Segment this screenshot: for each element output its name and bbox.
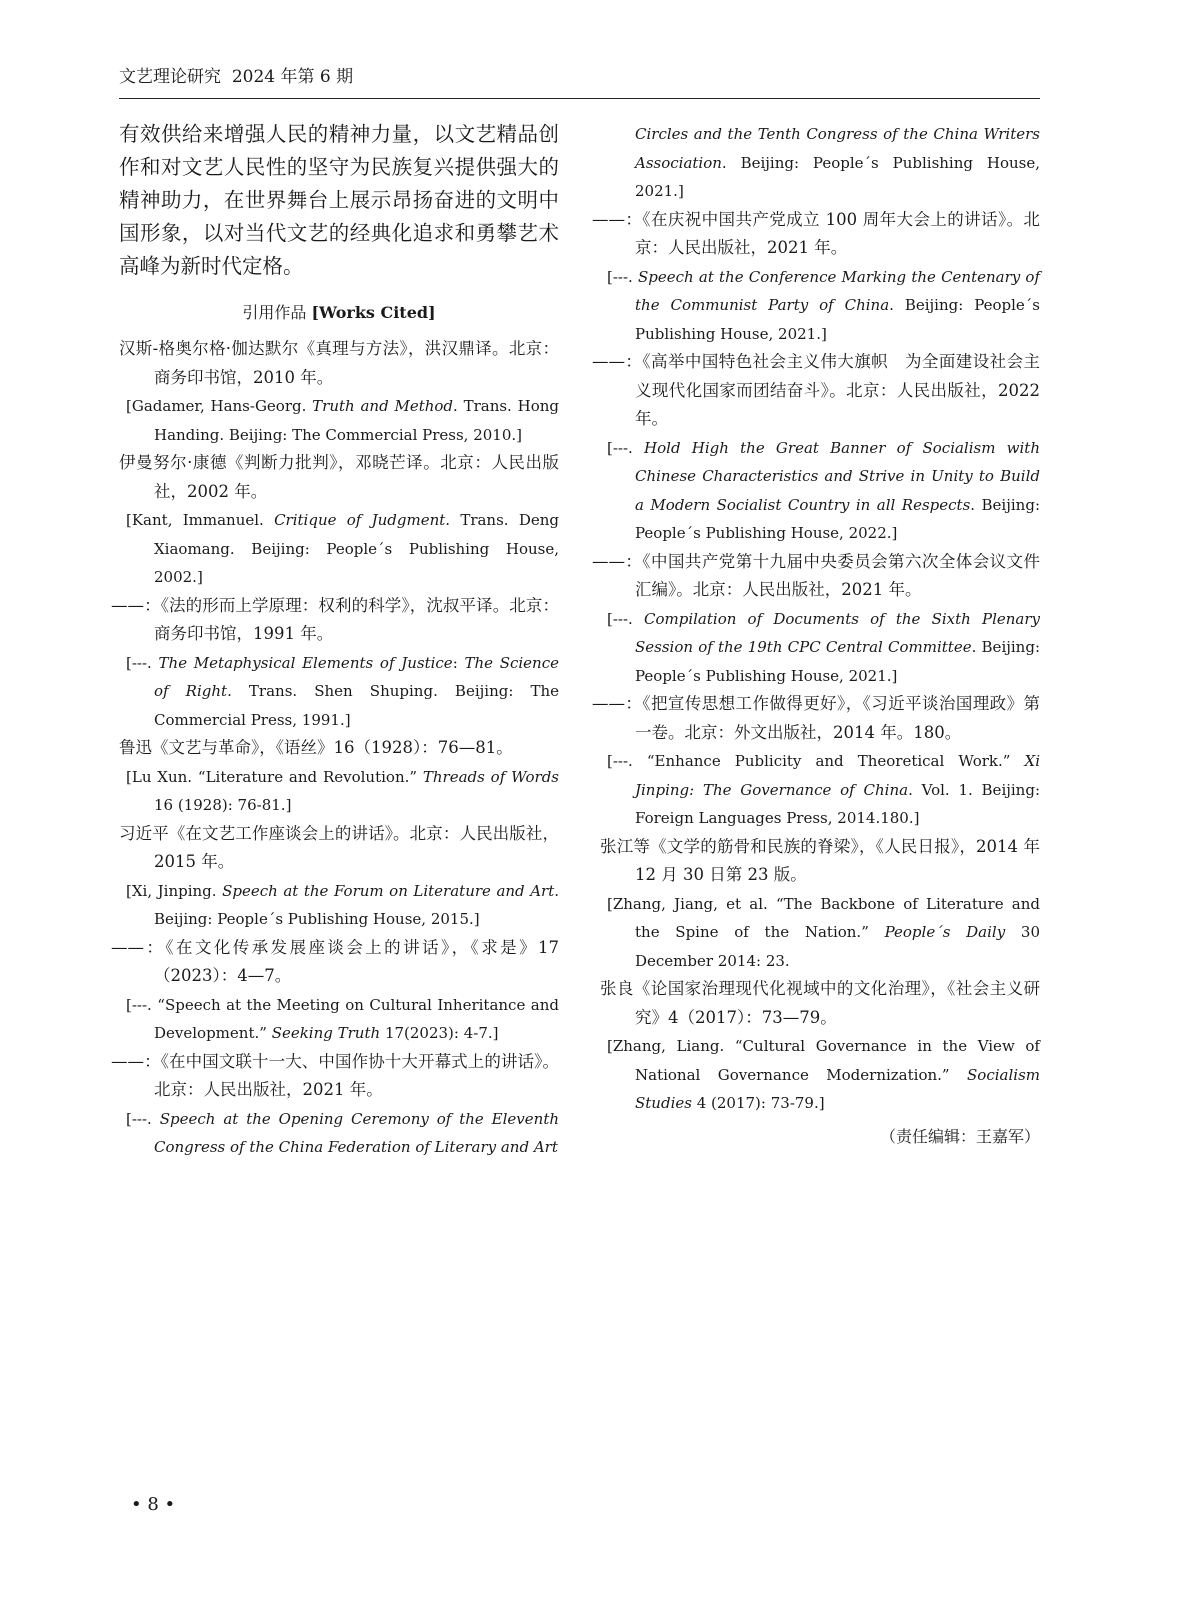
reference-entry xyxy=(592,206,1040,263)
reference-title: Hold High the Great Banner of Socialism with Chinese Characteristics and Strive in Unity to Build a Modern Socialist Country in all Respects xyxy=(635,438,1040,514)
journal-title: 文艺理论研究 xyxy=(119,67,221,87)
reference-entry xyxy=(600,434,1040,548)
reference-text: . Trans. Shen Shuping. Beijing: The Commercial Press, 1991.] xyxy=(154,682,560,729)
header-rule xyxy=(119,98,1040,99)
reference-entry xyxy=(119,991,559,1048)
reference-text: ——：《法的形而上学原理：权利的科学》，沈叔平译。北京：商务印书馆，1991 年。 xyxy=(111,595,559,643)
reference-title: Speech at the Conference Marking the Centenary of the Communist Party of China xyxy=(635,267,1040,314)
reference-title: The Science of Right xyxy=(154,653,559,700)
reference-title: Socialism Studies xyxy=(635,1065,1040,1112)
reference-title: The Metaphysical Elements of Justice xyxy=(158,653,453,672)
reference-text: [Zhang, Liang. “Cultural Governance in the View of National Governance Modernization.” xyxy=(607,1037,1040,1084)
reference-list-right xyxy=(592,120,1041,1118)
right-column xyxy=(592,120,1041,1118)
reference-title: Speech at the Opening Ceremony of the Eleventh Congress of the China Federation of Literary and Art xyxy=(154,1109,560,1156)
page-number: • 8 • xyxy=(131,1494,176,1515)
reference-text: 汉斯-格奥尔格·伽达默尔《真理与方法》，洪汉鼎译。北京：商务印书馆，2010 年。 xyxy=(119,339,559,387)
reference-entry xyxy=(111,934,559,991)
reference-text: [---. xyxy=(607,609,644,628)
reference-title: Threads of Words xyxy=(422,767,559,786)
reference-entry xyxy=(119,820,559,877)
reference-title: Critique of Judgment xyxy=(274,511,446,529)
reference-text: . Beijing: People´s Publishing House, 2021.] xyxy=(635,296,1040,343)
reference-text: 30 December 2014: 23. xyxy=(635,923,1041,970)
issue-label: 2024 年第 6 期 xyxy=(231,67,354,87)
reference-entry xyxy=(600,263,1040,349)
reference-entry xyxy=(119,392,559,449)
reference-text: [---. xyxy=(607,267,639,286)
reference-text: : xyxy=(452,653,465,672)
reference-entry xyxy=(119,763,559,820)
reference-entry xyxy=(592,690,1040,747)
reference-text: [---. “Enhance Publicity and Theoretical Work.” xyxy=(607,752,1025,770)
body-paragraph: 有效供给来增强人民的精神力量，以文艺精品创作和对文艺人民性的坚守为民族复兴提供强大的精神助力，在世界舞台上展示昂扬奋进的文明中国形象，以对当代文艺的经典化追求和勇攀艺术高峰为新时代定格。 xyxy=(119,122,559,278)
reference-entry xyxy=(600,833,1040,890)
reference-text: 16 (1928): 76-81.] xyxy=(154,796,292,814)
reference-text: [Gadamer, Hans-Georg. xyxy=(126,397,313,415)
reference-entry xyxy=(111,592,559,649)
reference-entry xyxy=(119,335,559,392)
reference-text: 伊曼努尔·康德《判断力批判》，邓晓芒译。北京：人民出版社，2002 年。 xyxy=(119,453,559,501)
reference-text: ——：《把宣传思想工作做得更好》，《习近平谈治国理政》第一卷。北京：外文出版社，2014 年。180。 xyxy=(592,694,1040,742)
reference-entry xyxy=(600,120,1040,206)
reference-text: ——：《在文化传承发展座谈会上的讲话》，《求是》17（2023）：4—7。 xyxy=(111,937,559,985)
reference-entry xyxy=(600,975,1040,1032)
reference-text: . Beijing: People´s Publishing House, 2021.] xyxy=(635,153,1040,200)
reference-text: [---. xyxy=(126,653,159,672)
reference-entry xyxy=(592,348,1040,434)
reference-text: . Beijing: People´s Publishing House, 2022.] xyxy=(635,495,1040,542)
left-column xyxy=(111,118,560,1162)
reference-title: Truth and Method xyxy=(312,397,454,415)
reference-title: Circles and the Tenth Congress of the China Writers Association xyxy=(635,125,1040,172)
reference-text: . Beijing: People´s Publishing House, 2021.] xyxy=(635,638,1041,685)
reference-title: Xi Jinping: The Governance of China xyxy=(635,752,1040,799)
reference-text: [Zhang, Jiang, et al. “The Backbone of Literature and the Spine of the Nation.” xyxy=(607,894,1040,941)
reference-title: Compilation of Documents of the Sixth Plenary Session of the 19th CPC Central Committee xyxy=(635,609,1040,656)
reference-text: . Trans. Deng Xiaomang. Beijing: People´s Publishing House, 2002.] xyxy=(154,511,559,586)
reference-entry xyxy=(119,877,559,934)
reference-text: [Kant, Immanuel. xyxy=(126,511,275,529)
reference-text: 张江等《文学的筋骨和民族的脊梁》，《人民日报》，2014 年 12 月 30 日第 23 版。 xyxy=(600,836,1040,884)
reference-text: [Lu Xun. “Literature and Revolution.” xyxy=(126,767,423,786)
reference-title: Speech at the Forum on Literature and Art xyxy=(222,881,555,900)
reference-entry xyxy=(600,1032,1040,1118)
reference-text: [Xi, Jinping. xyxy=(126,881,223,900)
reference-text: . Trans. Hong Handing. Beijing: The Commercial Press, 2010.] xyxy=(154,397,559,444)
reference-text: 4 (2017): 73-79.] xyxy=(691,1094,825,1112)
reference-title: People´s Daily xyxy=(884,923,1006,941)
reference-text: ——：《在中国文联十一大、中国作协十大开幕式上的讲话》。北京：人民出版社，2021 年。 xyxy=(111,1051,559,1099)
reference-text: 习近平《在文艺工作座谈会上的讲话》。北京：人民出版社，2015 年。 xyxy=(119,823,559,871)
running-header xyxy=(119,66,1040,88)
reference-entry xyxy=(119,449,559,506)
reference-text: ——：《中国共产党第十九届中央委员会第六次全体会议文件汇编》。北京：人民出版社，2021 年。 xyxy=(592,551,1040,599)
reference-entry xyxy=(119,649,559,735)
reference-text: [---. “Speech at the Meeting on Cultural Inheritance and Development.” xyxy=(126,995,559,1042)
works-cited-heading xyxy=(119,293,559,333)
reference-text: 17(2023): 4-7.] xyxy=(380,1024,499,1042)
works-cited-heading-en: [Works Cited] xyxy=(311,303,436,322)
reference-entry xyxy=(111,1048,559,1105)
reference-text: 张良《论国家治理现代化视域中的文化治理》，《社会主义研究》4（2017）：73—79。 xyxy=(600,979,1040,1027)
reference-entry xyxy=(119,506,559,592)
reference-entry xyxy=(592,548,1040,605)
reference-list-left xyxy=(111,335,560,1162)
reference-text: . Vol. 1. Beijing: Foreign Languages Press, 2014.180.] xyxy=(635,780,1041,827)
reference-entry xyxy=(119,1105,559,1162)
reference-text: 鲁迅《文艺与革命》，《语丝》16（1928）：76—81。 xyxy=(119,738,513,757)
reference-text: [---. xyxy=(607,438,645,457)
reference-entry xyxy=(119,734,559,763)
responsible-editor-note: （责任编辑：王嘉军） xyxy=(879,1127,1040,1146)
reference-text: . Beijing: People´s Publishing House, 2015.] xyxy=(154,881,560,928)
works-cited-heading-cn: 引用作品 xyxy=(242,303,307,322)
reference-text: ——：《在庆祝中国共产党成立 100 周年大会上的讲话》。北京：人民出版社，2021 年。 xyxy=(592,209,1040,257)
reference-text: [---. xyxy=(126,1109,160,1128)
reference-text: ——：《高举中国特色社会主义伟大旗帜 为全面建设社会主义现代化国家而团结奋斗》。北京：人民出版社，2022 年。 xyxy=(592,352,1040,428)
reference-entry xyxy=(600,890,1040,976)
reference-entry xyxy=(600,605,1040,691)
reference-entry xyxy=(600,747,1040,833)
reference-title: Seeking Truth xyxy=(271,1024,381,1042)
